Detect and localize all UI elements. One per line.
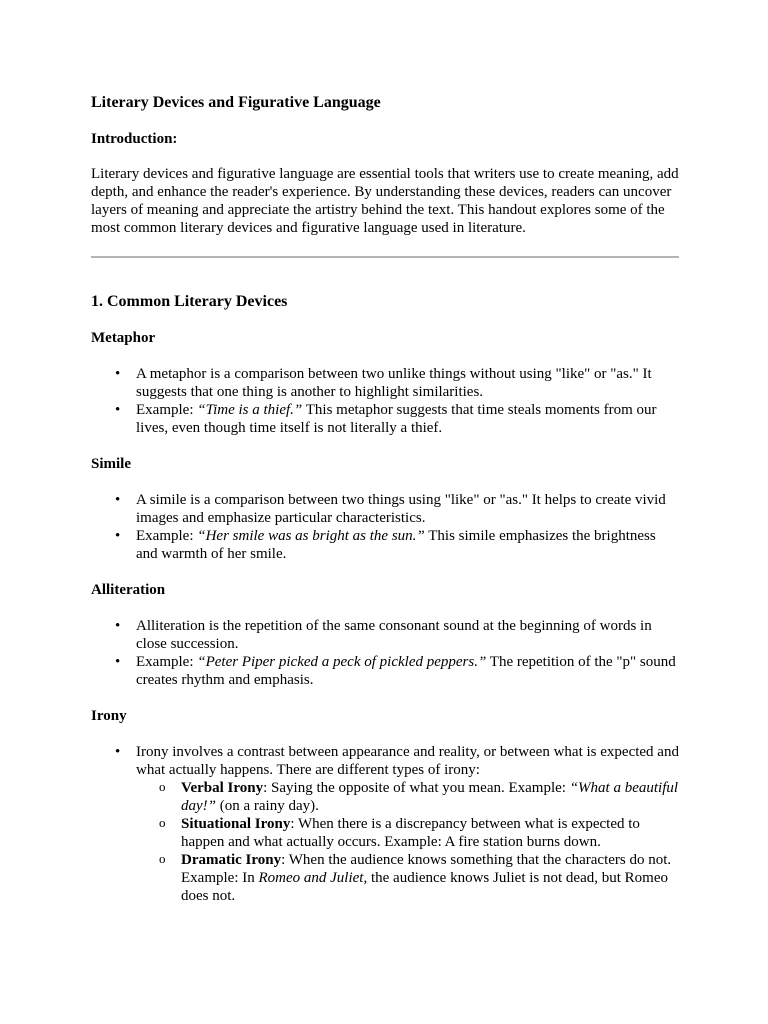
verbal-irony-term: Verbal Irony: [181, 780, 264, 796]
list-item: [136, 617, 681, 653]
irony-definition: Irony involves a contrast between appearance and reality, or between what is expected and what actually happens. There are different types of irony:: [136, 744, 679, 778]
document-title: Literary Devices and Figurative Language: [91, 94, 381, 111]
subheading-alliteration: Alliteration: [91, 582, 166, 598]
list-item: [136, 401, 681, 437]
list-item: [136, 491, 681, 527]
list-item: [181, 779, 681, 815]
alliteration-example-quote: “Peter Piper picked a peck of pickled peppers.”: [197, 654, 487, 670]
list-item: [136, 743, 681, 905]
intro-paragraph: Literary devices and figurative language are essential tools that writers use to create meaning, add depth, and enhance the reader's experience. By understanding these devices, readers can uncover layers of meaning and appreciate the artistry behind the text. This handout explores some of the most common literary devices and figurative language used in literature.: [91, 166, 679, 236]
dramatic-irony-work: Romeo and Juliet: [258, 870, 364, 886]
subheading-simile: Simile: [91, 456, 131, 472]
irony-types-list: [136, 779, 681, 905]
document-body: [91, 93, 681, 905]
situational-irony-text: : When there is a discrepancy between what is expected to happen and what actually occurs. Example: A fire station burns down.: [181, 816, 640, 850]
simile-example-text: This simile emphasizes the brightness and warmth of her smile.: [136, 528, 656, 562]
metaphor-example-text: This metaphor suggests that time steals moments from our lives, even though time itself is not literally a thief.: [136, 402, 657, 436]
subheading-irony: Irony: [91, 708, 127, 724]
dramatic-irony-rest: , the audience knows Juliet is not dead, but Romeo does not.: [181, 870, 668, 904]
alliteration-definition: Alliteration is the repetition of the same consonant sound at the beginning of words in close succession.: [136, 618, 652, 652]
list-item: [181, 851, 681, 905]
dramatic-irony-term: Dramatic Irony: [181, 852, 282, 868]
list-item: [136, 365, 681, 401]
situational-irony-term: Situational Irony: [181, 816, 291, 832]
alliteration-list: [91, 617, 681, 689]
dramatic-irony-text: : When the audience knows something that the characters do not. Example: In: [181, 852, 672, 886]
list-item: [181, 815, 681, 851]
metaphor-definition: A metaphor is a comparison between two unlike things without using "like" or "as." It suggests that one thing is another to highlight similarities.: [136, 366, 652, 400]
metaphor-list: [91, 365, 681, 437]
section-heading-common-devices: 1. Common Literary Devices: [91, 293, 288, 310]
verbal-irony-text: : Saying the opposite of what you mean. Example:: [263, 780, 570, 796]
simile-list: [91, 491, 681, 563]
simile-definition: A simile is a comparison between two things using "like" or "as." It helps to create vivid images and emphasize particular characteristics.: [136, 492, 666, 526]
simile-example-quote: “Her smile was as bright as the sun.”: [197, 528, 425, 544]
list-item: [136, 653, 681, 689]
example-label: Example:: [136, 528, 198, 544]
verbal-irony-rest: (on a rainy day).: [216, 798, 319, 814]
verbal-irony-quote: “What a beautiful day!”: [181, 780, 679, 814]
irony-list: [91, 743, 681, 905]
example-label: Example:: [136, 402, 198, 418]
example-label: Example:: [136, 654, 198, 670]
list-item: [136, 527, 681, 563]
metaphor-example-quote: “Time is a thief.”: [197, 402, 303, 418]
intro-heading: Introduction:: [91, 131, 178, 147]
alliteration-example-text: The repetition of the "p" sound creates rhythm and emphasis.: [136, 654, 676, 688]
subheading-metaphor: Metaphor: [91, 330, 156, 346]
